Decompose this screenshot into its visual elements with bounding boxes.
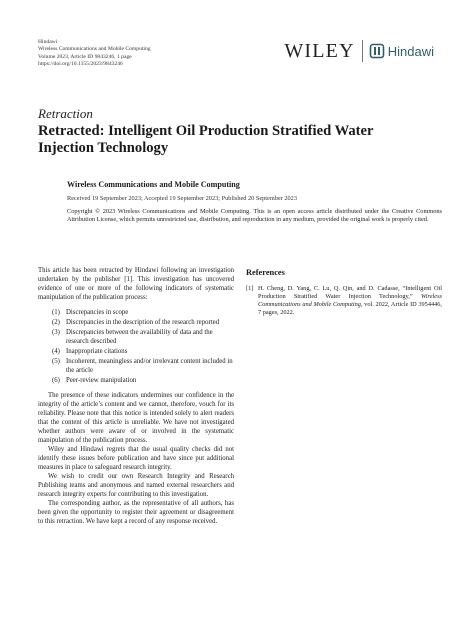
list-item-number: (4) xyxy=(52,348,60,355)
copyright-notice: Copyright © 2023 Wireless Communications and Mobile Computing. This is an open access article distributed under the Creative Commons Attribution License, which permits unrestricted use, distribution, and reproduction in any medium, provided the original work is properly cited. xyxy=(67,208,442,224)
meta-volume: Volume 2023, Article ID 9843246, 1 page xyxy=(38,53,132,60)
list-item xyxy=(52,376,234,385)
list-item-text: Discrepancies in the description of the research reported xyxy=(66,319,220,326)
publisher-logo xyxy=(284,40,434,62)
list-item-number: (5) xyxy=(52,358,60,365)
list-item-text: Incoherent, meaningless and/or irrelevant content included in the article xyxy=(66,358,233,374)
hindawi-icon xyxy=(369,43,385,59)
article-dates: Received 19 September 2023; Accepted 19 September 2023; Published 20 September 2023 xyxy=(67,195,297,202)
intro-paragraph: This article has been retracted by Hindawi following an investigation undertaken by the publisher [1]. This investigation has uncovered evidence of one or more of the following indicators of systematic manipulation of the publication process: xyxy=(38,267,234,301)
reference-item xyxy=(246,285,442,317)
body-paragraph: We wish to credit our own Research Integrity and Research Publishing teams and anonymous and named external researchers and research integrity experts for contributing to this investigation. xyxy=(38,473,234,498)
journal-name: Wireless Communications and Mobile Computing xyxy=(67,180,240,189)
reference-number: [1] xyxy=(246,285,254,292)
reference-journal: Wireless Communications and Mobile Computing xyxy=(258,293,442,308)
list-item-number: (1) xyxy=(52,309,60,316)
logo-divider xyxy=(362,40,363,62)
list-item-text: Discrepancies in scope xyxy=(66,309,129,316)
meta-doi[interactable]: https://doi.org/10.1155/2023/9843246 xyxy=(38,61,123,68)
wiley-logo: WILEY xyxy=(284,40,355,62)
list-item xyxy=(52,318,234,327)
body-paragraph: The presence of these indicators undermines our confidence in the integrity of the article’s content and we cannot, therefore, vouch for its reliability. Please note that this notice is intended solely to alert readers that the content of this article is unreliable. We have not investigated whether authors were aware of or involved in the systematic manipulation of the publication process. xyxy=(38,392,234,444)
meta-journal: Wireless Communications and Mobile Computing xyxy=(38,46,151,53)
list-item xyxy=(52,357,234,375)
list-item-number: (3) xyxy=(52,329,60,336)
section-label: Retraction xyxy=(38,106,93,121)
list-item-number: (6) xyxy=(52,377,60,384)
list-item-number: (2) xyxy=(52,319,60,326)
list-item xyxy=(52,347,234,356)
reference-authors-title: H. Cheng, D. Yang, C. Lu, Q. Qin, and D. Cadasse, “Intelligent Oil Production Stratified Water Injection Technology,” xyxy=(258,285,442,300)
list-item xyxy=(52,328,234,346)
list-item-text: Peer-review manipulation xyxy=(66,377,137,384)
reference-details: , vol. 2022, Article ID 3954446, 7 pages, 2022. xyxy=(258,301,442,316)
meta-publisher: Hindawi xyxy=(38,39,58,45)
body-paragraph: Wiley and Hindawi regrets that the usual quality checks did not identify these issues before publication and have since put additional measures in place to safeguard research integrity. xyxy=(38,446,234,471)
references-heading: References xyxy=(246,268,285,277)
article-title: Retracted: Intelligent Oil Production Stratified Water Injection Technology xyxy=(38,123,374,156)
journal-meta xyxy=(38,39,151,69)
reference-text xyxy=(258,285,442,317)
article-info xyxy=(67,180,442,224)
list-item xyxy=(52,308,234,317)
retraction-body xyxy=(38,266,234,526)
hindawi-logo-text: Hindawi xyxy=(387,43,434,59)
list-item-text: Inappropriate citations xyxy=(66,348,128,355)
list-item-text: Discrepancies between the availability of data and the research described xyxy=(66,329,213,345)
body-paragraph: The corresponding author, as the representative of all authors, has been given the opportunity to register their agreement or disagreement to this retraction. We have kept a record of any response received. xyxy=(38,500,234,525)
indicator-list xyxy=(52,308,234,385)
references-section xyxy=(246,268,442,317)
